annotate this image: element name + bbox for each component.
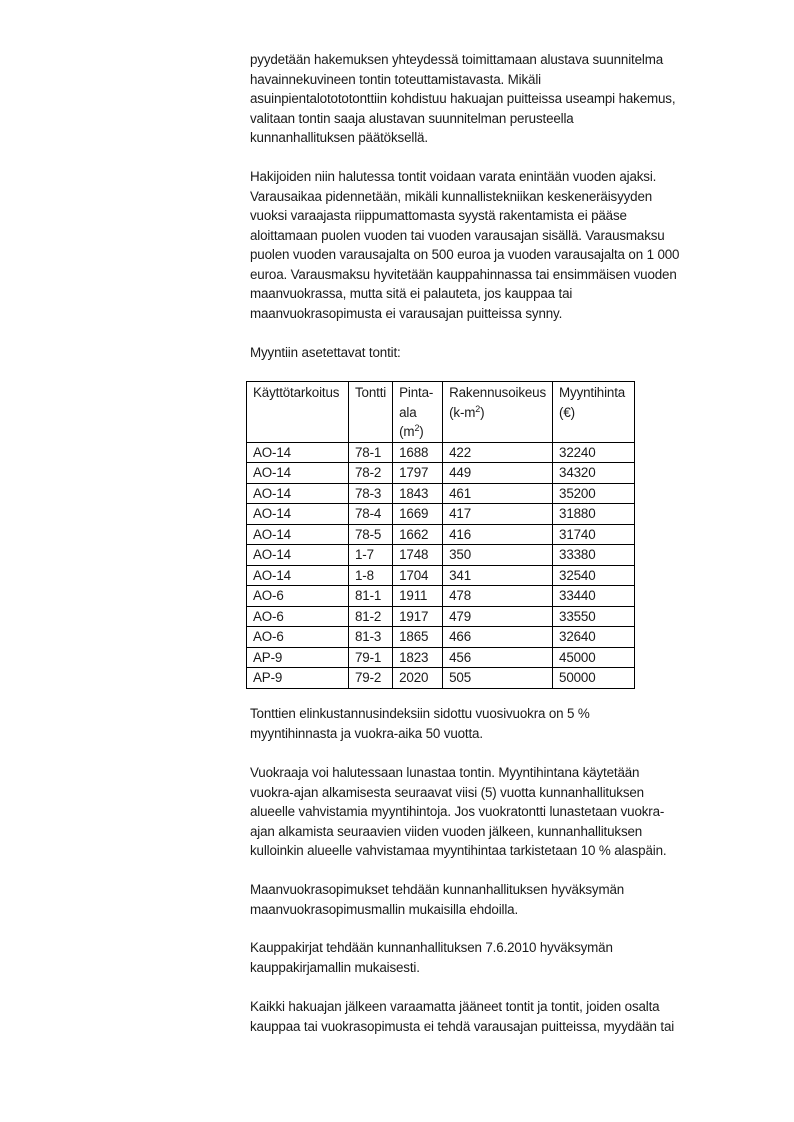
table-row [247,463,635,484]
cell-pinta-ala: 1911 [393,586,443,607]
unit-superscript: 2 [414,423,420,433]
cell-kayttotarkoitus: AO-14 [247,545,349,566]
cell-myyntihinta: 45000 [553,647,635,668]
header-unit [449,403,546,423]
text-line: Hakijoiden niin halutessa tontit voidaan varata enintään vuoden ajaksi. [250,169,657,184]
cell-rakennusoikeus: 466 [443,627,553,648]
cell-myyntihinta: 32640 [553,627,635,648]
cell-pinta-ala: 1748 [393,545,443,566]
table-header-row [247,382,635,443]
text-line: Tonttien elinkustannusindeksiin sidottu vuosivuokra on 5 % [250,706,590,721]
cell-myyntihinta: 33550 [553,606,635,627]
cell-pinta-ala: 1843 [393,483,443,504]
text-line: maanvuokrassa, mutta sitä ei palauteta, jos kauppaa tai [250,286,573,302]
paragraph-lease-agreements [250,880,730,919]
table-row [247,606,635,627]
cell-myyntihinta: 33380 [553,545,635,566]
text-line: Kauppakirjat tehdään kunnanhallituksen 7.6.2010 hyväksymän [250,940,613,955]
unit-superscript: 2 [475,403,481,414]
cell-myyntihinta: 32540 [553,565,635,586]
header-pinta-ala [393,382,443,443]
cell-rakennusoikeus: 461 [443,483,553,504]
cell-pinta-ala: 1662 [393,524,443,545]
paragraph-reservation [250,167,730,323]
header-rakennusoikeus [443,382,553,443]
cell-tontti: 78-5 [349,524,393,545]
cell-myyntihinta: 31880 [553,504,635,525]
cell-kayttotarkoitus: AO-14 [247,483,349,504]
plots-for-sale-table [246,381,635,689]
paragraph-application-plan [250,50,730,148]
header-myyntihinta [553,382,635,443]
header-tontti [349,382,393,443]
cell-tontti: 81-2 [349,606,393,627]
text-line: havainnekuvineen tontin toteuttamistavasta. Mikäli [250,71,541,87]
cell-kayttotarkoitus: AO-6 [247,606,349,627]
cell-kayttotarkoitus: AO-6 [247,586,349,607]
cell-rakennusoikeus: 479 [443,606,553,627]
table-row [247,504,635,525]
cell-pinta-ala: 1688 [393,442,443,463]
cell-pinta-ala: 1865 [393,627,443,648]
table-row [247,483,635,504]
cell-rakennusoikeus: 478 [443,586,553,607]
text-line: alueelle vahvistamia myyntihintoja. Jos vuokratontti lunastetaan vuokra- [250,804,665,820]
text-line: Kaikki hakuajan jälkeen varaamatta jääneet tontit ja tontit, joiden osalta [250,999,660,1014]
cell-tontti: 79-2 [349,668,393,689]
table-row [247,524,635,545]
header-kayttotarkoitus [247,382,349,443]
unit-text: ) [419,424,424,439]
cell-rakennusoikeus: 449 [443,463,553,484]
cell-tontti: 1-8 [349,565,393,586]
cell-pinta-ala: 1917 [393,606,443,627]
text-line: vuoksi varaajasta riippumattomasta syystä rakentamista ei pääse [250,208,627,224]
table-row [247,565,635,586]
cell-kayttotarkoitus: AO-14 [247,442,349,463]
header-label: ala [399,404,417,420]
header-label: Tontti [355,385,387,400]
header-unit [399,422,436,442]
text-line: asuinpientalotototonttiin kohdistuu hakuajan puitteissa useampi hakemus, [250,91,676,107]
table-row [247,442,635,463]
paragraph-annual-rent [250,704,730,743]
cell-tontti: 81-1 [349,586,393,607]
table-row [247,668,635,689]
cell-rakennusoikeus: 417 [443,504,553,525]
cell-kayttotarkoitus: AO-14 [247,524,349,545]
cell-pinta-ala: 1669 [393,504,443,525]
text-line: maanvuokrasopimusta ei varausajan puitteissa synny. [250,305,563,321]
cell-kayttotarkoitus: AO-6 [247,627,349,648]
cell-kayttotarkoitus: AP-9 [247,668,349,689]
text-line: puolen vuoden varausajalta on 500 euroa ja vuoden varausajalta on 1 000 [250,247,680,263]
paragraph-redemption [250,763,730,861]
cell-pinta-ala: 2020 [393,668,443,689]
header-label: Käyttötarkoitus [253,385,340,400]
text-line: vuokra-ajan alkamisesta seuraavat viisi (5) vuotta kunnanhallituksen [250,784,644,800]
unit-text: (k-m [449,404,476,420]
cell-myyntihinta: 50000 [553,668,635,689]
table-row [247,627,635,648]
cell-myyntihinta: 34320 [553,463,635,484]
cell-tontti: 79-1 [349,647,393,668]
cell-rakennusoikeus: 416 [443,524,553,545]
cell-tontti: 78-4 [349,504,393,525]
cell-myyntihinta: 33440 [553,586,635,607]
text-line: Varausaikaa pidennetään, mikäli kunnallistekniikan keskeneräisyyden [250,188,653,204]
table-row [247,586,635,607]
cell-rakennusoikeus: 422 [443,442,553,463]
text-line: myyntihinnasta ja vuokra-aika 50 vuotta. [250,725,483,741]
cell-tontti: 1-7 [349,545,393,566]
table-intro [250,343,730,363]
text-line: euroa. Varausmaksu hyvitetään kauppahinnassa tai ensimmäisen vuoden [250,266,677,282]
table-row [247,647,635,668]
header-unit: (€) [559,404,575,420]
cell-kayttotarkoitus: AO-14 [247,504,349,525]
cell-rakennusoikeus: 505 [443,668,553,689]
text-line: Myyntiin asetettavat tontit: [250,345,401,360]
header-label: Myyntihinta [559,385,626,400]
cell-tontti: 78-3 [349,483,393,504]
unit-text: (m [399,424,415,439]
cell-tontti: 78-2 [349,463,393,484]
table-row [247,545,635,566]
text-line: kauppakirjamallin mukaisesti. [250,959,420,975]
cell-kayttotarkoitus: AP-9 [247,647,349,668]
cell-rakennusoikeus: 456 [443,647,553,668]
cell-myyntihinta: 35200 [553,483,635,504]
cell-kayttotarkoitus: AO-14 [247,565,349,586]
paragraph-unreserved-plots [250,997,730,1036]
text-line: maanvuokrasopimusmallin mukaisilla ehdoilla. [250,901,519,917]
text-line: pyydetään hakemuksen yhteydessä toimittamaan alustava suunnitelma [250,52,664,67]
cell-pinta-ala: 1797 [393,463,443,484]
header-label: Rakennusoikeus [449,385,547,400]
text-line: valitaan tontin saaja alustavan suunnitelman perusteella [250,110,574,126]
text-line: kulloinkin alueelle vahvistamaa myyntihintaa tarkistetaan 10 % alaspäin. [250,843,667,859]
header-label: Pinta- [399,385,434,400]
cell-rakennusoikeus: 341 [443,565,553,586]
cell-pinta-ala: 1704 [393,565,443,586]
text-line: Vuokraaja voi halutessaan lunastaa tontin. Myyntihintana käytetään [250,765,640,780]
cell-rakennusoikeus: 350 [443,545,553,566]
cell-myyntihinta: 31740 [553,524,635,545]
cell-tontti: 78-1 [349,442,393,463]
cell-tontti: 81-3 [349,627,393,648]
paragraph-deeds-of-sale [250,938,730,977]
text-line: kauppaa tai vuokrasopimusta ei tehdä varausajan puitteissa, myydään tai [250,1018,675,1034]
cell-pinta-ala: 1823 [393,647,443,668]
cell-kayttotarkoitus: AO-14 [247,463,349,484]
text-line: kunnanhallituksen päätöksellä. [250,130,428,146]
text-line: Maanvuokrasopimukset tehdään kunnanhallituksen hyväksymän [250,882,625,897]
unit-text: ) [480,404,485,420]
text-line: ajan alkamista seuraavien viiden vuoden jälkeen, kunnanhallituksen [250,823,643,839]
text-line: aloittamaan puolen vuoden tai vuoden varausajan sisällä. Varausmaksu [250,227,665,243]
cell-myyntihinta: 32240 [553,442,635,463]
